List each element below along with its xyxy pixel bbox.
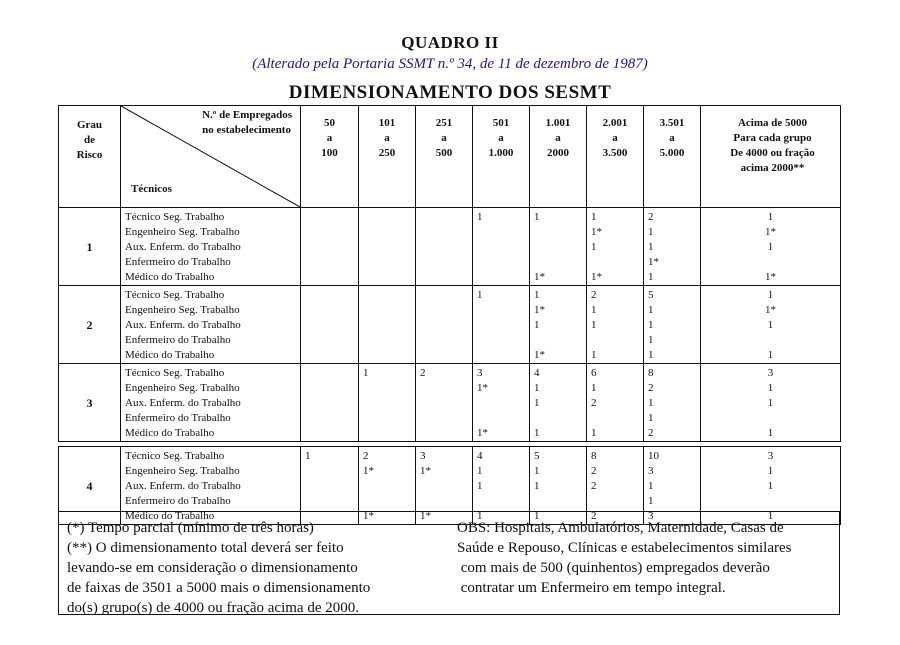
range-line: 251 xyxy=(435,117,453,129)
count-value xyxy=(305,255,354,270)
count-value: 8 xyxy=(648,367,654,379)
count-value xyxy=(477,225,525,240)
header-row xyxy=(59,106,841,208)
count-value xyxy=(420,240,468,255)
count-cell-3 xyxy=(473,286,530,364)
tecnico-name: Aux. Enferm. do Trabalho xyxy=(125,319,241,331)
count-value: 1 xyxy=(767,289,774,301)
range-line: a xyxy=(612,132,618,144)
count-cell-0 xyxy=(301,208,359,286)
count-value xyxy=(477,255,525,270)
count-value: 1 xyxy=(477,480,483,492)
tecnico-name: Enfermeiro do Trabalho xyxy=(125,334,231,346)
tecnico-name: Médico do Trabalho xyxy=(125,427,215,439)
count-value: 2 xyxy=(648,427,654,439)
tecnicos-list xyxy=(121,364,301,442)
count-value xyxy=(363,240,411,255)
count-value: 1* xyxy=(534,271,545,283)
count-cell-5 xyxy=(587,286,644,364)
range-line: a xyxy=(555,132,561,144)
footnotes-right xyxy=(457,518,837,598)
count-cell-4 xyxy=(530,286,587,364)
footnote-line: (**) O dimensionamento total deverá ser feito xyxy=(67,540,344,556)
obs-line: OBS: Hospitais, Ambulatórios, Maternidade, Casas de xyxy=(457,520,784,536)
range-line: 2000 xyxy=(547,147,569,159)
count-cell-0 xyxy=(301,286,359,364)
count-value xyxy=(420,479,468,494)
count-value: 10 xyxy=(648,450,659,462)
count-value: 1 xyxy=(767,427,774,439)
count-cell-5 xyxy=(587,208,644,286)
count-value: 1 xyxy=(767,319,774,331)
grau-header-line: de xyxy=(84,134,95,146)
count-value xyxy=(305,303,354,318)
count-value xyxy=(477,411,525,426)
count-value xyxy=(305,426,354,441)
count-value: 5 xyxy=(534,450,540,462)
count-value: 1 xyxy=(305,450,311,462)
count-value: 1 xyxy=(591,382,597,394)
count-value xyxy=(705,494,836,509)
count-cell-2 xyxy=(416,364,473,442)
grau-header-line: Grau xyxy=(76,119,103,131)
range-line: 250 xyxy=(378,147,396,159)
count-value xyxy=(477,318,525,333)
count-value: 1 xyxy=(648,241,654,253)
count-value xyxy=(420,494,468,509)
grau-header-line: Risco xyxy=(76,149,103,161)
count-value: 1 xyxy=(591,211,597,223)
count-value: 2 xyxy=(591,510,597,522)
count-value: 3 xyxy=(648,510,654,522)
count-cell-1 xyxy=(359,208,416,286)
count-value xyxy=(305,348,354,363)
count-value xyxy=(305,240,354,255)
count-cell-6 xyxy=(644,208,701,286)
tecnico-name: Médico do Trabalho xyxy=(125,510,215,522)
grau-header xyxy=(59,106,121,208)
count-value xyxy=(534,494,582,509)
count-value: 2 xyxy=(363,450,369,462)
page-title: QUADRO II xyxy=(401,33,499,52)
empregados-label xyxy=(202,109,292,139)
count-value xyxy=(420,288,468,303)
count-value: 4 xyxy=(534,367,540,379)
count-value xyxy=(534,333,582,348)
range-line: 1.000 xyxy=(488,147,514,159)
obs-line: contratar um Enfermeiro em tempo integral. xyxy=(457,580,726,596)
footnote-line: (*) Tempo parcial (mínimo de três horas) xyxy=(67,520,314,536)
grau-value: 4 xyxy=(59,447,121,525)
count-value xyxy=(477,270,525,285)
count-value: 1 xyxy=(591,319,597,331)
tecnico-name: Enfermeiro do Trabalho xyxy=(125,256,231,268)
count-value: 1* xyxy=(765,271,776,283)
count-value xyxy=(420,225,468,240)
count-value: 2 xyxy=(648,211,654,223)
count-value: 1 xyxy=(767,397,774,409)
obs-line: Saúde e Repouso, Clínicas e estabelecimentos similares xyxy=(457,540,792,556)
range-line: 3.500 xyxy=(602,147,628,159)
count-value: 1 xyxy=(648,226,654,238)
footnotes-left xyxy=(67,518,447,618)
table-heading: DIMENSIONAMENTO DOS SESMT xyxy=(288,82,612,103)
count-value: 1 xyxy=(534,427,540,439)
count-value xyxy=(420,396,468,411)
tecnico-name: Aux. Enferm. do Trabalho xyxy=(125,397,241,409)
acima-header xyxy=(701,106,841,208)
count-value: 1* xyxy=(591,226,602,238)
count-value xyxy=(305,318,354,333)
range-line: 5.000 xyxy=(659,147,685,159)
count-value xyxy=(363,348,411,363)
count-value xyxy=(305,381,354,396)
range-line: 50 xyxy=(324,117,335,129)
count-value xyxy=(705,333,836,348)
count-value: 1 xyxy=(648,349,654,361)
count-value: 3 xyxy=(767,450,774,462)
tecnico-name: Enfermeiro do Trabalho xyxy=(125,412,231,424)
count-value: 1 xyxy=(534,480,540,492)
tecnico-name: Aux. Enferm. do Trabalho xyxy=(125,241,241,253)
empregados-line: N.º de Empregados xyxy=(202,109,292,121)
grau-value: 2 xyxy=(59,286,121,364)
range-line: 101 xyxy=(378,117,396,129)
count-value xyxy=(363,411,411,426)
count-value: 1* xyxy=(477,427,488,439)
count-value xyxy=(420,255,468,270)
sesmt-table xyxy=(58,105,841,525)
count-value xyxy=(363,318,411,333)
tecnico-name: Engenheiro Seg. Trabalho xyxy=(125,226,240,238)
count-value: 1 xyxy=(767,349,774,361)
count-value xyxy=(477,396,525,411)
count-cell-7 xyxy=(701,286,841,364)
count-value: 1 xyxy=(534,211,540,223)
count-cell-1 xyxy=(359,286,416,364)
count-cell-6 xyxy=(644,286,701,364)
count-value: 1 xyxy=(648,397,654,409)
count-cell-4 xyxy=(530,364,587,442)
tecnicos-list xyxy=(121,286,301,364)
range-header-0 xyxy=(301,106,359,208)
count-value: 3 xyxy=(477,367,483,379)
count-value xyxy=(305,333,354,348)
count-value: 1 xyxy=(477,289,483,301)
count-value: 2 xyxy=(591,465,597,477)
tecnico-name: Técnico Seg. Trabalho xyxy=(125,211,225,223)
count-value xyxy=(420,318,468,333)
count-cell-5 xyxy=(587,364,644,442)
count-cell-1 xyxy=(359,364,416,442)
acima-line: De 4000 ou fração xyxy=(730,147,815,159)
count-value xyxy=(477,494,525,509)
count-value: 1* xyxy=(534,349,545,361)
range-header-2 xyxy=(416,106,473,208)
tecnicos-label: Técnicos xyxy=(131,183,172,195)
count-value xyxy=(363,270,411,285)
count-value: 1* xyxy=(591,271,602,283)
count-value xyxy=(534,240,582,255)
count-cell-2 xyxy=(416,208,473,286)
count-value: 1 xyxy=(477,465,483,477)
count-value: 1* xyxy=(363,465,374,477)
count-value xyxy=(363,333,411,348)
range-line: a xyxy=(384,132,390,144)
range-line: 3.501 xyxy=(659,117,685,129)
count-cell-4 xyxy=(530,208,587,286)
range-header-1 xyxy=(359,106,416,208)
count-value: 1 xyxy=(534,382,540,394)
count-value xyxy=(420,411,468,426)
tecnico-name: Enfermeiro do Trabalho xyxy=(125,495,231,507)
count-value xyxy=(363,494,411,509)
tecnico-name: Engenheiro Seg. Trabalho xyxy=(125,465,240,477)
footnote-line: levando-se em consideração o dimensionamento xyxy=(67,560,358,576)
count-value xyxy=(363,396,411,411)
count-value: 1 xyxy=(591,349,597,361)
tecnico-name: Médico do Trabalho xyxy=(125,349,215,361)
acima-line: acima 2000** xyxy=(740,162,805,174)
count-value xyxy=(534,225,582,240)
count-value: 1 xyxy=(767,211,774,223)
count-cell-6 xyxy=(644,364,701,442)
count-cell-3 xyxy=(473,208,530,286)
range-line: a xyxy=(441,132,447,144)
count-value: 1 xyxy=(648,304,654,316)
range-header-5 xyxy=(587,106,644,208)
count-value xyxy=(705,411,836,426)
empregados-line: no estabelecimento xyxy=(202,124,291,136)
tecnico-name: Engenheiro Seg. Trabalho xyxy=(125,304,240,316)
count-value xyxy=(591,494,639,509)
count-value: 1 xyxy=(534,510,540,522)
diagonal-header-cell xyxy=(121,106,301,208)
count-value xyxy=(420,303,468,318)
count-value: 1 xyxy=(767,465,774,477)
count-value xyxy=(305,270,354,285)
count-value: 3 xyxy=(420,450,426,462)
range-line: 2.001 xyxy=(602,117,628,129)
count-value: 1* xyxy=(765,304,776,316)
grau-value: 1 xyxy=(59,208,121,286)
count-value xyxy=(305,366,354,381)
count-value xyxy=(363,288,411,303)
count-cell-7 xyxy=(701,364,841,442)
count-value: 1 xyxy=(767,382,774,394)
footnotes-box xyxy=(58,511,840,615)
count-value: 1 xyxy=(534,289,540,301)
count-value: 8 xyxy=(591,450,597,462)
count-value xyxy=(534,411,582,426)
footnote-line: do(s) grupo(s) de 4000 ou fração acima de 2000. xyxy=(67,600,359,616)
count-value: 1 xyxy=(648,271,654,283)
count-value xyxy=(363,255,411,270)
risk-group-row xyxy=(59,364,841,442)
count-value: 1 xyxy=(591,241,597,253)
count-value: 1* xyxy=(420,510,431,522)
range-header-3 xyxy=(473,106,530,208)
count-value: 1 xyxy=(767,510,774,522)
count-value: 2 xyxy=(591,289,597,301)
count-value: 1* xyxy=(477,382,488,394)
tecnicos-list xyxy=(121,208,301,286)
count-value: 1 xyxy=(648,480,654,492)
count-value: 1 xyxy=(534,465,540,477)
count-value xyxy=(363,426,411,441)
range-header-6 xyxy=(644,106,701,208)
count-value xyxy=(305,411,354,426)
tecnico-name: Técnico Seg. Trabalho xyxy=(125,289,225,301)
count-value xyxy=(420,426,468,441)
count-value: 1 xyxy=(767,480,774,492)
count-value xyxy=(534,255,582,270)
count-value xyxy=(420,210,468,225)
count-value xyxy=(420,270,468,285)
count-value: 3 xyxy=(648,465,654,477)
count-value xyxy=(477,240,525,255)
count-cell-7 xyxy=(701,208,841,286)
range-line: a xyxy=(669,132,675,144)
count-value: 1* xyxy=(363,510,374,522)
count-value xyxy=(305,396,354,411)
acima-line: Para cada grupo xyxy=(733,132,812,144)
count-value: 6 xyxy=(591,367,597,379)
count-value xyxy=(477,303,525,318)
range-line: 501 xyxy=(492,117,510,129)
count-value: 1 xyxy=(534,319,540,331)
count-value xyxy=(305,210,354,225)
count-value xyxy=(363,303,411,318)
count-value xyxy=(363,210,411,225)
tecnico-name: Engenheiro Seg. Trabalho xyxy=(125,382,240,394)
count-value: 1 xyxy=(477,510,483,522)
count-value: 1 xyxy=(648,412,654,424)
count-value: 2 xyxy=(420,367,426,379)
count-value: 1* xyxy=(765,226,776,238)
count-value: 1 xyxy=(648,334,654,346)
range-line: a xyxy=(498,132,504,144)
count-cell-3 xyxy=(473,364,530,442)
acima-line: Acima de 5000 xyxy=(737,117,808,129)
tecnico-name: Médico do Trabalho xyxy=(125,271,215,283)
count-value: 4 xyxy=(477,450,483,462)
count-value: 1 xyxy=(363,367,369,379)
count-value xyxy=(305,464,354,479)
count-value: 1 xyxy=(767,241,774,253)
count-value xyxy=(305,225,354,240)
count-value: 1 xyxy=(648,319,654,331)
count-value: 1 xyxy=(591,427,597,439)
count-value: 2 xyxy=(591,397,597,409)
count-value: 1 xyxy=(648,495,654,507)
tecnico-name: Aux. Enferm. do Trabalho xyxy=(125,480,241,492)
count-value xyxy=(477,333,525,348)
count-value: 3 xyxy=(767,367,774,379)
count-value xyxy=(420,333,468,348)
page-subtitle: (Alterado pela Portaria SSMT n.º 34, de 11 de dezembro de 1987) xyxy=(252,56,648,72)
count-value xyxy=(591,411,639,426)
count-value xyxy=(477,348,525,363)
count-cell-0 xyxy=(301,364,359,442)
grau-value: 3 xyxy=(59,364,121,442)
range-line: 500 xyxy=(435,147,453,159)
count-value xyxy=(363,225,411,240)
range-line: a xyxy=(326,132,333,144)
count-value xyxy=(420,348,468,363)
tecnico-name: Técnico Seg. Trabalho xyxy=(125,450,225,462)
count-value: 1 xyxy=(591,304,597,316)
count-value: 1* xyxy=(648,256,659,268)
obs-line: com mais de 500 (quinhentos) empregados deverão xyxy=(457,560,770,576)
count-value: 1 xyxy=(477,211,483,223)
count-value xyxy=(591,255,639,270)
range-line: 1.001 xyxy=(545,117,571,129)
count-value xyxy=(591,333,639,348)
count-value xyxy=(363,479,411,494)
count-value xyxy=(420,381,468,396)
count-cell-2 xyxy=(416,286,473,364)
risk-group-row xyxy=(59,286,841,364)
count-value: 1* xyxy=(534,304,545,316)
range-line: 100 xyxy=(321,147,338,159)
count-value: 1* xyxy=(420,465,431,477)
count-value xyxy=(363,381,411,396)
count-value xyxy=(305,494,354,509)
risk-group-row xyxy=(59,208,841,286)
count-value: 2 xyxy=(591,480,597,492)
count-value xyxy=(705,255,836,270)
count-value: 1 xyxy=(534,397,540,409)
count-value: 2 xyxy=(648,382,654,394)
count-value: 5 xyxy=(648,289,654,301)
footnote-line: de faixas de 3501 a 5000 mais o dimensionamento xyxy=(67,580,371,596)
range-header-4 xyxy=(530,106,587,208)
count-value xyxy=(305,288,354,303)
tecnico-name: Técnico Seg. Trabalho xyxy=(125,367,225,379)
count-value xyxy=(305,479,354,494)
